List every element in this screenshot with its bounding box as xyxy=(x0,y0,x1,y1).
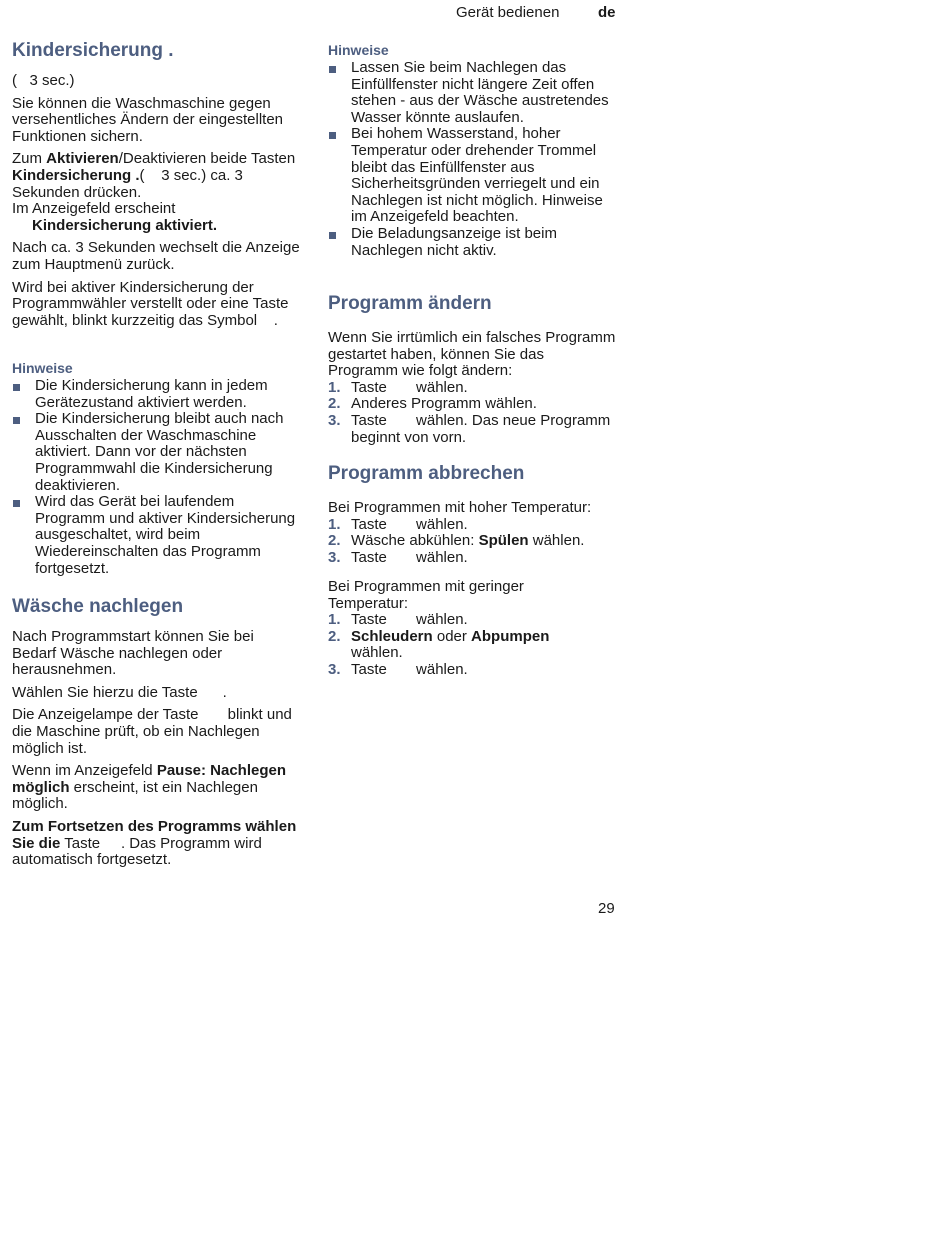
step-text: Taste wählen. xyxy=(351,660,468,678)
p4-display-text: Pause: Nachlegen möglich xyxy=(12,762,287,796)
step-text: Taste wählen. xyxy=(351,611,468,629)
list-item: Lassen Sie beim Nachlegen das Einfüllfenster nicht längere Zeit offen stehen - aus der Wäsche austretendes Wasser könnte auslaufen. xyxy=(328,60,618,126)
p2-text-c: /Deaktivieren beide Tasten xyxy=(118,150,296,168)
step-number: 3. xyxy=(328,548,341,566)
hinweise-list xyxy=(12,378,302,577)
list-item: Die Kindersicherung bleibt auch nach Ausschalten der Waschmaschine aktiviert. Dann vor der nächsten Programmwahl die Kindersicherung deaktivieren. xyxy=(12,411,302,494)
list-item xyxy=(328,629,618,662)
p4-text-a: Wenn im Anzeigefeld xyxy=(12,762,157,780)
list-item: Wird das Gerät bei laufendem Programm und aktiver Kindersicherung ausgeschaltet, wird beim Wiedereinschalten das Programm fortgesetzt. xyxy=(12,494,302,577)
list-item xyxy=(328,413,618,446)
kindersicherung-p2 xyxy=(12,151,302,234)
abbrechen-low-steps xyxy=(328,612,618,678)
step-number: 3. xyxy=(328,660,341,678)
step-text: oder xyxy=(432,627,472,645)
p2-key-name: Kindersicherung . xyxy=(12,166,140,184)
kindersicherung-hinweise xyxy=(12,360,302,577)
step-number: 1. xyxy=(328,515,341,533)
p2-activate: Aktivieren xyxy=(46,150,119,168)
nachlegen-p4 xyxy=(12,763,302,813)
nachlegen-title: Wäsche nachlegen xyxy=(12,596,184,617)
list-item xyxy=(328,612,618,629)
nachlegen-body xyxy=(12,629,302,875)
aendern-title: Programm ändern xyxy=(328,293,492,314)
p5-text: Taste . Das Programm wird automatisch fortgesetzt. xyxy=(12,834,266,869)
kindersicherung-body xyxy=(12,73,302,335)
hinweise-heading: Hinweise xyxy=(12,360,73,376)
hinweise-heading: Hinweise xyxy=(328,42,389,58)
step-number: 1. xyxy=(328,378,341,396)
list-item: Die Kindersicherung kann in jedem Gerätezustand aktiviert werden. xyxy=(12,378,302,411)
page-header xyxy=(456,4,616,21)
step-text: Anderes Programm wählen. xyxy=(351,395,537,413)
abbrechen-intro-low: Bei Programmen mit geringer Temperatur: xyxy=(328,578,524,612)
step-text: wählen. xyxy=(528,532,585,550)
nachlegen-hinweise xyxy=(328,42,618,259)
list-item xyxy=(328,662,618,679)
nachlegen-p5 xyxy=(12,819,302,869)
p2-display-text: Kindersicherung aktiviert. xyxy=(32,216,218,234)
p2-text-a: Zum xyxy=(12,150,47,168)
hinweise-list xyxy=(328,60,618,259)
kindersicherung-p4: Wird bei aktiver Kindersicherung der Programmwähler verstellt oder eine Taste gewählt, blinkt kurzzeitig das Symbol . xyxy=(12,278,293,329)
nachlegen-p2: Wählen Sie hierzu die Taste . xyxy=(12,683,227,701)
nachlegen-p1: Nach Programmstart können Sie bei Bedarf Wäsche nachlegen oder herausnehmen. xyxy=(12,628,254,679)
page-number: 29 xyxy=(598,900,615,917)
step-bold: Schleudern xyxy=(351,627,433,645)
step-text: Taste wählen. Das neue Programm beginnt von vorn. xyxy=(351,411,615,446)
aendern-body xyxy=(328,330,618,446)
list-item: Die Beladungsanzeige ist beim Nachlegen nicht aktiv. xyxy=(328,226,618,259)
step-number: 3. xyxy=(328,411,341,429)
step-number: 2. xyxy=(328,627,341,645)
step-bold: Spülen xyxy=(478,532,529,550)
step-text: wählen. xyxy=(351,644,403,662)
aendern-p1: Wenn Sie irrtümlich ein falsches Programm gestartet haben, können Sie das Programm wie folgt ändern: xyxy=(328,329,616,380)
kindersicherung-title: Kindersicherung . xyxy=(12,40,174,61)
kindersicherung-p1: Sie können die Waschmaschine gegen versehentliches Ändern der eingestellten Funktionen sichern. xyxy=(12,94,284,145)
step-text: Taste wählen. xyxy=(351,515,468,533)
list-item xyxy=(328,550,618,567)
abbrechen-intro-high: Bei Programmen mit hoher Temperatur: xyxy=(328,499,592,516)
kindersicherung-p3: Nach ca. 3 Sekunden wechselt die Anzeige zum Hauptmenü zurück. xyxy=(12,239,300,273)
aendern-steps xyxy=(328,380,618,446)
p2-text-e: ( 3 sec.) ca. 3 Sekunden drücken. xyxy=(12,166,248,201)
p4-text-c: erscheint, ist ein Nachlegen möglich. xyxy=(12,778,258,813)
step-number: 1. xyxy=(328,611,341,629)
nachlegen-p3: Die Anzeigelampe der Taste blinkt und die Maschine prüft, ob ein Nachlegen möglich ist. xyxy=(12,706,297,757)
step-text: Taste wählen. xyxy=(351,378,468,396)
list-item xyxy=(328,396,618,413)
step-text: Wäsche abkühlen: xyxy=(351,532,479,550)
list-item: Bei hohem Wasserstand, hoher Temperatur oder drehender Trommel bleibt das Einfüllfenster aus Sicherheitsgründen verriegelt und ein Nachlegen ist nicht möglich. Hinweise im Anzeigefeld beachten. xyxy=(328,126,618,226)
list-item xyxy=(328,533,618,550)
p5-bold: Zum Fortsetzen des Programms wählen Sie die xyxy=(12,817,297,852)
step-bold: Abpumpen xyxy=(471,627,550,645)
list-item xyxy=(328,517,618,534)
header-section: Gerät bedienen xyxy=(456,4,560,21)
abbrechen-high-steps xyxy=(328,517,618,567)
step-number: 2. xyxy=(328,395,341,413)
p2-text-f: Im Anzeigefeld erscheint xyxy=(12,200,176,218)
header-language: de xyxy=(598,4,616,21)
time-note: ( 3 sec.) xyxy=(12,72,75,89)
abbrechen-high xyxy=(328,500,618,566)
list-item xyxy=(328,380,618,397)
abbrechen-title: Programm abbrechen xyxy=(328,463,525,484)
step-text: Taste wählen. xyxy=(351,548,468,566)
abbrechen-low xyxy=(328,579,618,679)
step-number: 2. xyxy=(328,532,341,550)
